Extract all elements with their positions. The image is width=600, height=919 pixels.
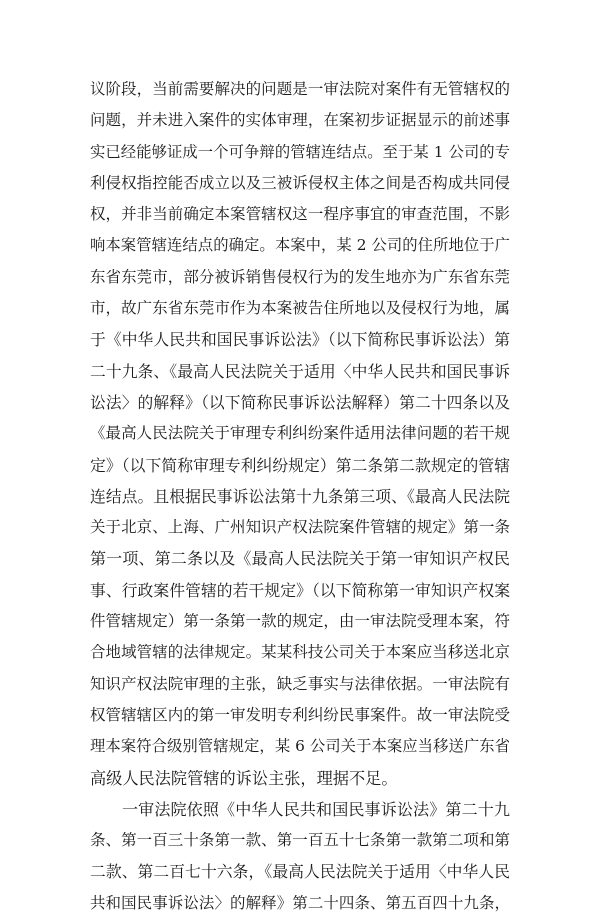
text-line: 连结点。且根据民事诉讼法第十九条第三项、《最高人民法院 xyxy=(90,486,510,506)
text-line: 二十九条、《最高人民法院关于适用〈中华人民共和国民事诉 xyxy=(90,361,510,381)
text-line: 权，并非当前确定本案管辖权这一程序事宜的审查范围，不影 xyxy=(90,205,510,224)
text-line: 问题，并未进入案件的实体审理，在案初步证据显示的前述事 xyxy=(90,111,510,130)
paragraph-end-line: 高级人民法院管辖的诉讼主张，理据不足。 xyxy=(90,768,398,788)
text-line: 关于北京、上海、广州知识产权法院案件管辖的规定》第一条 xyxy=(90,518,510,537)
text-line: 理本案符合级别管辖规定，某 6 公司关于本案应当移送广东省 xyxy=(90,737,510,756)
text-line: 知识产权法院审理的主张，缺乏事实与法律依据。一审法院有 xyxy=(90,674,510,693)
text-line: 二款、第二百七十六条，《最高人民法院关于适用〈中华人民 xyxy=(90,862,510,882)
text-line: 利侵权指控能否成立以及三被诉侵权主体之间是否构成共同侵 xyxy=(90,173,510,192)
text-line: 响本案管辖连结点的确定。本案中，某 2 公司的住所地位于广 xyxy=(90,236,510,255)
text-line: 共和国民事诉讼法〉的解释》第二十四条、第五百四十九条， xyxy=(90,893,510,912)
text-line: 合地域管辖的法律规定。某某科技公司关于本案应当移送北京 xyxy=(90,643,510,662)
text-line: 东省东莞市，部分被诉销售侵权行为的发生地亦为广东省东莞 xyxy=(90,267,510,286)
paragraph-first-line: 一审法院依照《中华人民共和国民事诉讼法》第二十九 xyxy=(122,799,510,819)
text-line: 讼法〉的解释》（以下简称民事诉讼法解释）第二十四条以及 xyxy=(90,392,510,412)
text-line: 定》（以下简称审理专利纠纷规定）第二条第二款规定的管辖 xyxy=(90,455,510,475)
text-line: 议阶段，当前需要解决的问题是一审法院对案件有无管辖权的 xyxy=(90,80,510,98)
text-line: 件管辖规定）第一条第一款的规定，由一审法院受理本案，符 xyxy=(90,612,510,631)
text-line: 条、第一百三十条第一款、第一百五十七条第一款第二项和第 xyxy=(90,831,510,850)
text-line: 第一项、第二条以及《最高人民法院关于第一审知识产权民 xyxy=(90,549,510,569)
text-line: 事、行政案件管辖的若干规定》（以下简称第一审知识产权案 xyxy=(90,580,510,600)
text-line: 市，故广东省东莞市作为本案被告住所地以及侵权行为地，属 xyxy=(90,299,510,318)
text-line: 于《中华人民共和国民事诉讼法》（以下简称民事诉讼法）第 xyxy=(90,330,510,350)
text-line: 实已经能够证成一个可争辩的管辖连结点。至于某 1 公司的专 xyxy=(90,142,510,161)
text-line: 《最高人民法院关于审理专利纠纷案件适用法律问题的若干规 xyxy=(90,424,510,443)
text-line: 权管辖辖区内的第一审发明专利纠纷民事案件。故一审法院受 xyxy=(90,705,510,724)
body-text xyxy=(90,74,510,919)
